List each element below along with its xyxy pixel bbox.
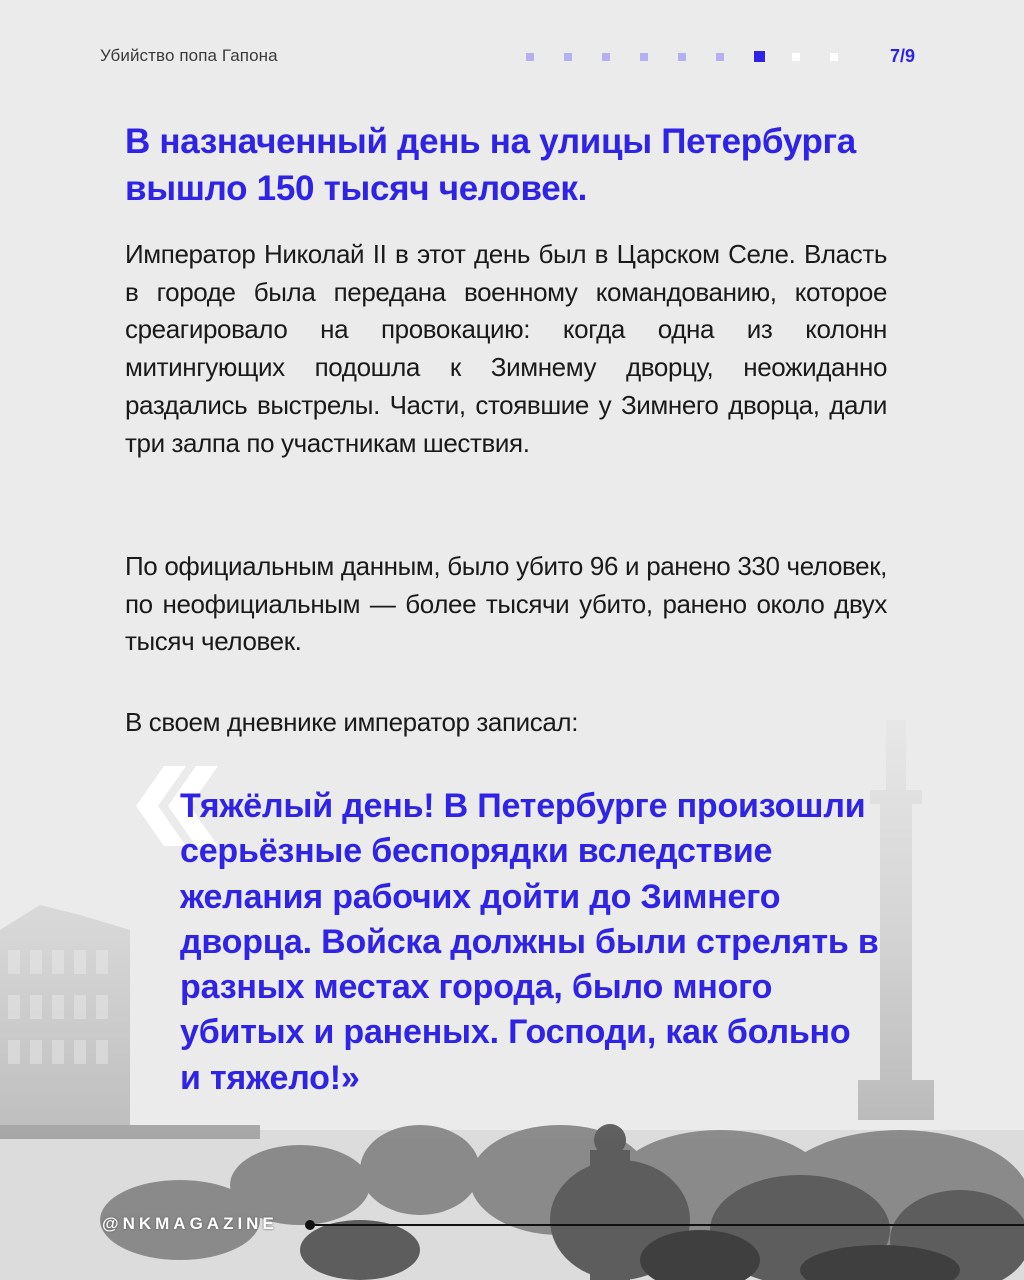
progress-dot [526,53,534,61]
progress-dot [602,53,610,61]
page-counter: 7/9 [890,46,916,66]
slide-heading: В назначенный день на улицы Петербурга вышло 150 тысяч человек. [125,122,856,208]
progress-dot [678,53,686,61]
paragraph-casualties: По официальным данным, было убито 96 и ранено 330 человек, по неофициальным — более тысячи убито, ранено около двух тысяч человек. [125,551,887,657]
progress-dot [792,53,800,61]
progress-dot [754,51,765,62]
diary-quote: Тяжёлый день! В Петербурге произошли серьёзные беспорядки вследствие желания рабочих дойти до Зимнего дворца. Войска должны были стрелять в разных местах города, было много убитых и раненых. Господи, как больно и тяжело!» [180,787,879,1097]
paragraph-emperor-absence: Император Николай II в этот день был в Царском Селе. Власть в городе была передана военному командованию, которое среагировало на провокацию: когда одна из колонн митингующих подошла к Зимнему дворцу, неожиданно раздались выстрелы. Части, стоявшие у Зимнего дворца, дали три залпа по участникам шествия. [125,239,887,458]
paragraph-diary-intro: В своем дневнике император записал: [125,707,579,737]
footer-divider [304,1219,1024,1231]
series-title: Убийство попа Гапона [100,46,278,65]
magazine-handle: @NKMAGAZINE [102,1214,278,1233]
progress-dot [640,53,648,61]
progress-dot [830,53,838,61]
progress-dot [564,53,572,61]
progress-dot [716,53,724,61]
